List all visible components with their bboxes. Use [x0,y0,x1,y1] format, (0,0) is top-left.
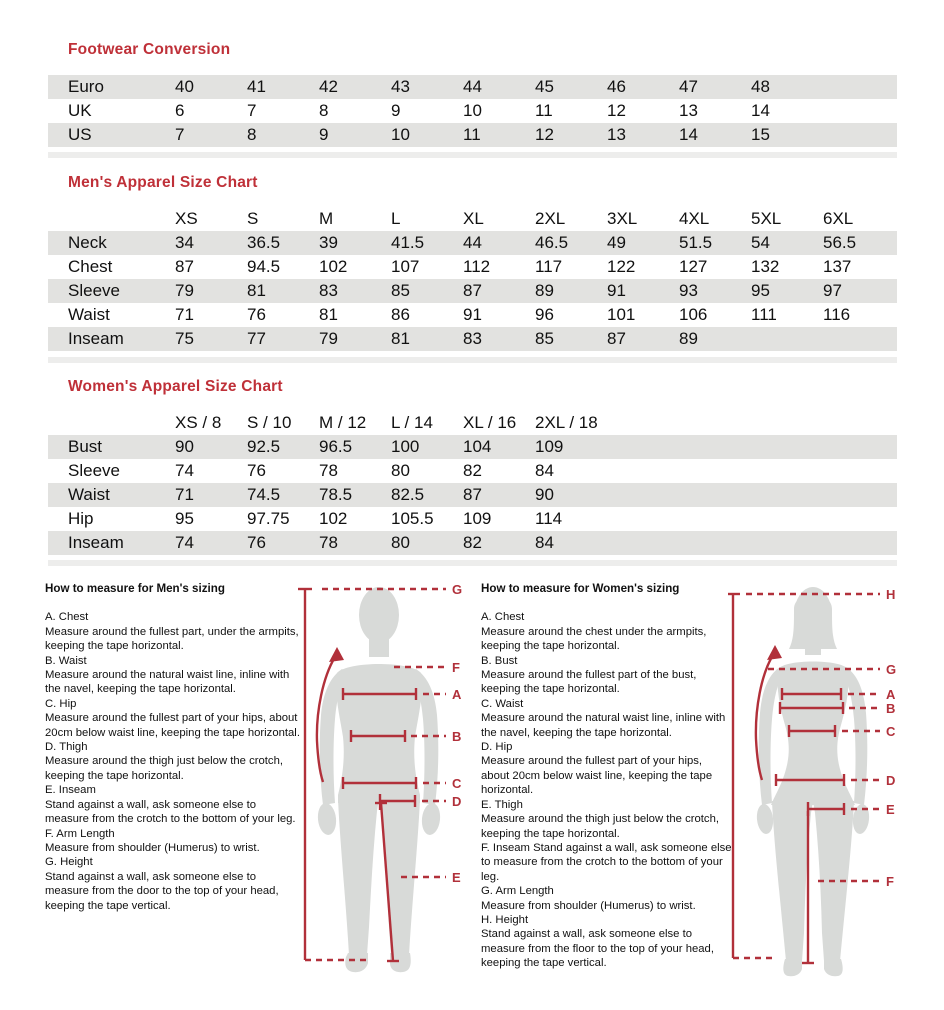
table-cell: 95 [751,281,770,300]
figure-label: D [452,794,462,809]
figure-label: A [452,687,462,702]
table-cell: 81 [319,305,338,324]
table-cell: 75 [175,329,194,348]
row-label: Sleeve [68,281,120,300]
table-cell: 71 [175,305,194,324]
howto-item [45,827,303,856]
table-cell: 39 [319,233,338,252]
table-cell: 36.5 [247,233,281,252]
table-cell: 51.5 [679,233,713,252]
table-cell: 11 [463,125,481,144]
row-label: UK [68,101,92,120]
womens-figure-labels [886,587,896,889]
table-header-spacer [48,207,175,231]
howto-item-text: Stand against a wall, ask someone else to measure from the door to the top of your head, keeping the tape vertical. [45,870,279,912]
table-row [48,255,897,279]
table-cell: 46 [607,77,626,96]
table-cell: 9 [319,125,329,144]
mens-table-footer-strip [48,357,897,363]
table-cell: 76 [247,461,266,480]
table-row [48,327,897,351]
table-cell: 13 [679,101,698,120]
table-row [48,123,897,147]
table-cell: 13 [607,125,626,144]
howto-item-label: F. Arm Length [45,827,115,840]
table-cell: 12 [607,101,626,120]
column-header: XL [463,209,484,228]
column-header: S [247,209,259,228]
table-row [48,75,897,99]
column-header: XS [175,209,198,228]
column-header: XL / 16 [463,413,517,432]
howto-item-label: D. Hip [481,741,513,754]
howto-item-label: G. Height [45,856,93,869]
table-row [48,507,897,531]
howto-item [481,654,733,697]
table-cell: 95 [175,509,194,528]
table-row [48,483,897,507]
row-label: Euro [68,77,104,96]
howto-item [45,654,303,697]
table-cell: 40 [175,77,194,96]
column-header: 2XL [535,209,566,228]
howto-item-label: D. Thigh [45,741,88,754]
table-cell: 41.5 [391,233,425,252]
table-cell: 83 [319,281,338,300]
table-cell: 97.75 [247,509,290,528]
table-cell: 116 [823,305,851,324]
mens-size-table [48,207,897,351]
row-label: Inseam [68,329,124,348]
howto-item [45,855,303,913]
table-header-row [48,207,897,231]
table-cell: 74 [175,461,194,480]
mens-howto-items [45,610,303,913]
table-cell: 7 [247,101,257,120]
table-cell: 90 [535,485,554,504]
table-cell: 84 [535,533,554,552]
table-cell: 82.5 [391,485,425,504]
howto-item [481,841,733,884]
table-cell: 56.5 [823,233,857,252]
table-cell: 137 [823,257,852,276]
howto-item-text: Measure around the fullest part of your hips, about 20cm below waist line, keeping the tape horizontal. [45,712,300,739]
figure-label: G [452,582,463,597]
howto-item-text: Measure around the thigh just below the crotch, keeping the tape horizontal. [481,813,720,840]
row-label: Bust [68,437,103,456]
row-label: Hip [68,509,94,528]
figure-label: E [452,870,461,885]
table-cell: 89 [679,329,698,348]
table-cell: 49 [607,233,626,252]
howto-item [45,610,303,653]
table-cell: 47 [679,77,698,96]
table-cell: 74 [175,533,194,552]
howto-item [45,783,303,826]
table-cell: 41 [247,77,266,96]
howto-item-text: Stand against a wall, ask someone else to measure from the crotch to the bottom of your leg. [481,841,732,883]
table-cell: 76 [247,305,266,324]
howto-item-label: B. Bust [481,654,518,667]
row-label: Neck [68,233,107,252]
howto-item-text: Measure from shoulder (Humerus) to wrist. [481,899,696,912]
figure-label: B [452,729,462,744]
table-row [48,459,897,483]
figure-label: C [452,776,462,791]
table-cell: 112 [463,257,491,276]
howto-item-text: Measure around the natural waist line, inline with the navel, keeping the tape horizontal. [45,669,290,696]
howto-item [481,740,733,798]
table-cell: 80 [391,461,410,480]
table-cell: 87 [463,281,482,300]
figure-label: A [886,687,896,702]
table-cell: 8 [247,125,257,144]
row-label: Waist [68,485,110,504]
table-header-spacer [48,411,175,435]
column-header: M [319,209,334,228]
table-cell: 104 [463,437,492,456]
howto-item-label: H. Height [481,913,529,926]
table-cell: 111 [751,305,777,324]
howto-item-text: Measure around the natural waist line, inline with the navel, keeping the tape horizontal. [481,712,726,739]
column-header: 4XL [679,209,710,228]
howto-item [481,610,733,653]
table-cell: 106 [679,305,708,324]
table-cell: 94.5 [247,257,281,276]
table-cell: 87 [175,257,194,276]
table-cell: 74.5 [247,485,281,504]
table-header-row [48,411,897,435]
table-cell: 122 [607,257,636,276]
howto-item [481,884,733,913]
table-cell: 100 [391,437,420,456]
figure-label: F [452,660,460,675]
table-cell: 42 [319,77,338,96]
table-row [48,99,897,123]
table-cell: 44 [463,77,482,96]
table-cell: 114 [535,509,563,528]
table-cell: 101 [607,305,636,324]
howto-item-text: Measure around the chest under the armpits, keeping the tape horizontal. [481,625,707,653]
column-header: M / 12 [319,413,367,432]
howto-item [481,913,733,971]
column-header: 3XL [607,209,638,228]
table-cell: 48 [751,77,770,96]
howto-item-label: A. Chest [481,611,525,624]
womens-howto-block [481,582,733,971]
womens-size-table [48,411,897,555]
womens-silhouette [755,587,870,976]
table-cell: 84 [535,461,554,480]
howto-item-label: E. Thigh [481,798,523,811]
howto-item-label: G. Arm Length [481,885,554,898]
figure-label: H [886,587,896,602]
howto-item-text: Measure around the fullest part of your hips, about 20cm below waist line, keeping the tape horizontal. [481,755,713,797]
table-cell: 45 [535,77,554,96]
table-cell: 83 [463,329,482,348]
table-cell: 78.5 [319,485,353,504]
table-cell: 92.5 [247,437,281,456]
table-row [48,279,897,303]
womens-measurement-figure [728,581,910,979]
table-cell: 96 [535,305,554,324]
table-cell: 7 [175,125,185,144]
figure-label: B [886,701,896,716]
table-cell: 79 [319,329,338,348]
row-label: Chest [68,257,113,276]
figure-label: F [886,874,894,889]
mens-figure-labels [452,582,462,885]
table-cell: 85 [535,329,554,348]
table-cell: 96.5 [319,437,353,456]
table-cell: 85 [391,281,410,300]
table-cell: 10 [391,125,410,144]
column-header: S / 10 [247,413,292,432]
table-cell: 97 [823,281,842,300]
column-header: XS / 8 [175,413,222,432]
table-cell: 14 [679,125,698,144]
table-cell: 102 [319,509,348,528]
howto-item [481,798,733,841]
table-cell: 89 [535,281,554,300]
womens-section-title: Women's Apparel Size Chart [68,378,283,395]
table-cell: 109 [463,509,492,528]
table-cell: 82 [463,533,482,552]
table-cell: 76 [247,533,266,552]
mens-howto-title: How to measure for Men's sizing [45,582,225,595]
mens-measurement-figure [296,581,476,979]
footwear-table-footer-strip [48,152,897,158]
table-cell: 87 [463,485,482,504]
table-cell: 81 [247,281,266,300]
table-cell: 79 [175,281,194,300]
column-header: 6XL [823,209,854,228]
table-row [48,435,897,459]
howto-item-label: C. Waist [481,697,524,710]
table-cell: 102 [319,257,348,276]
womens-howto-title: How to measure for Women's sizing [481,582,680,595]
howto-item-label: C. Hip [45,697,77,710]
table-cell: 90 [175,437,194,456]
table-cell: 9 [391,101,401,120]
figure-label: E [886,802,895,817]
column-header: 5XL [751,209,782,228]
table-cell: 132 [751,257,780,276]
table-cell: 78 [319,461,338,480]
table-cell: 78 [319,533,338,552]
column-header: 2XL / 18 [535,413,598,432]
howto-item-text: Measure around the fullest part of the bust, keeping the tape horizontal. [481,669,697,696]
figure-label: C [886,724,896,739]
table-cell: 81 [391,329,410,348]
column-header: L / 14 [391,413,433,432]
table-cell: 43 [391,77,410,96]
howto-item-text: Measure from shoulder (Humerus) to wrist. [45,841,260,854]
table-cell: 46.5 [535,233,569,252]
table-cell: 109 [535,437,564,456]
table-row [48,231,897,255]
table-row [48,531,897,555]
table-cell: 54 [751,233,770,252]
row-label: US [68,125,92,144]
table-cell: 34 [175,233,194,252]
table-cell: 127 [679,257,708,276]
row-label: Inseam [68,533,124,552]
row-label: Waist [68,305,110,324]
howto-item-text: Measure around the thigh just below the crotch, keeping the tape horizontal. [45,755,284,782]
howto-item [45,697,303,740]
table-cell: 14 [751,101,770,120]
footwear-section-title: Footwear Conversion [68,41,231,58]
table-cell: 71 [175,485,194,504]
table-cell: 86 [391,305,410,324]
figure-label: G [886,662,897,677]
mens-howto-block [45,582,303,913]
footwear-table [48,75,897,147]
table-cell: 105.5 [391,509,434,528]
howto-item-label: E. Inseam [45,784,96,797]
womens-howto-items [481,610,733,970]
column-header: L [391,209,401,228]
table-cell: 93 [679,281,698,300]
table-cell: 12 [535,125,554,144]
womens-table-footer-strip [48,560,897,566]
table-cell: 77 [247,329,266,348]
figure-label: D [886,773,896,788]
table-cell: 10 [463,101,482,120]
table-cell: 91 [607,281,626,300]
table-cell: 117 [535,257,563,276]
table-cell: 11 [535,101,553,120]
howto-item-label: B. Waist [45,654,87,667]
table-cell: 82 [463,461,482,480]
howto-item-text: Stand against a wall, ask someone else to measure from the floor to the top of your head, keeping the tape vertical. [481,928,714,970]
howto-item [481,697,733,740]
table-cell: 91 [463,305,482,324]
table-cell: 15 [751,125,770,144]
howto-item [45,740,303,783]
table-cell: 80 [391,533,410,552]
howto-item-label: F. Inseam [481,841,534,854]
table-cell: 87 [607,329,626,348]
table-row [48,303,897,327]
table-cell: 6 [175,101,185,120]
mens-silhouette [316,587,441,972]
table-cell: 44 [463,233,482,252]
howto-item-text: Stand against a wall, ask someone else to measure from the crotch to the bottom of your leg. [45,798,296,826]
howto-item-text: Measure around the fullest part, under the armpits, keeping the tape horizontal. [45,625,299,653]
table-cell: 107 [391,257,420,276]
table-cell: 8 [319,101,329,120]
mens-section-title: Men's Apparel Size Chart [68,174,258,191]
row-label: Sleeve [68,461,120,480]
howto-item-label: A. Chest [45,611,89,624]
